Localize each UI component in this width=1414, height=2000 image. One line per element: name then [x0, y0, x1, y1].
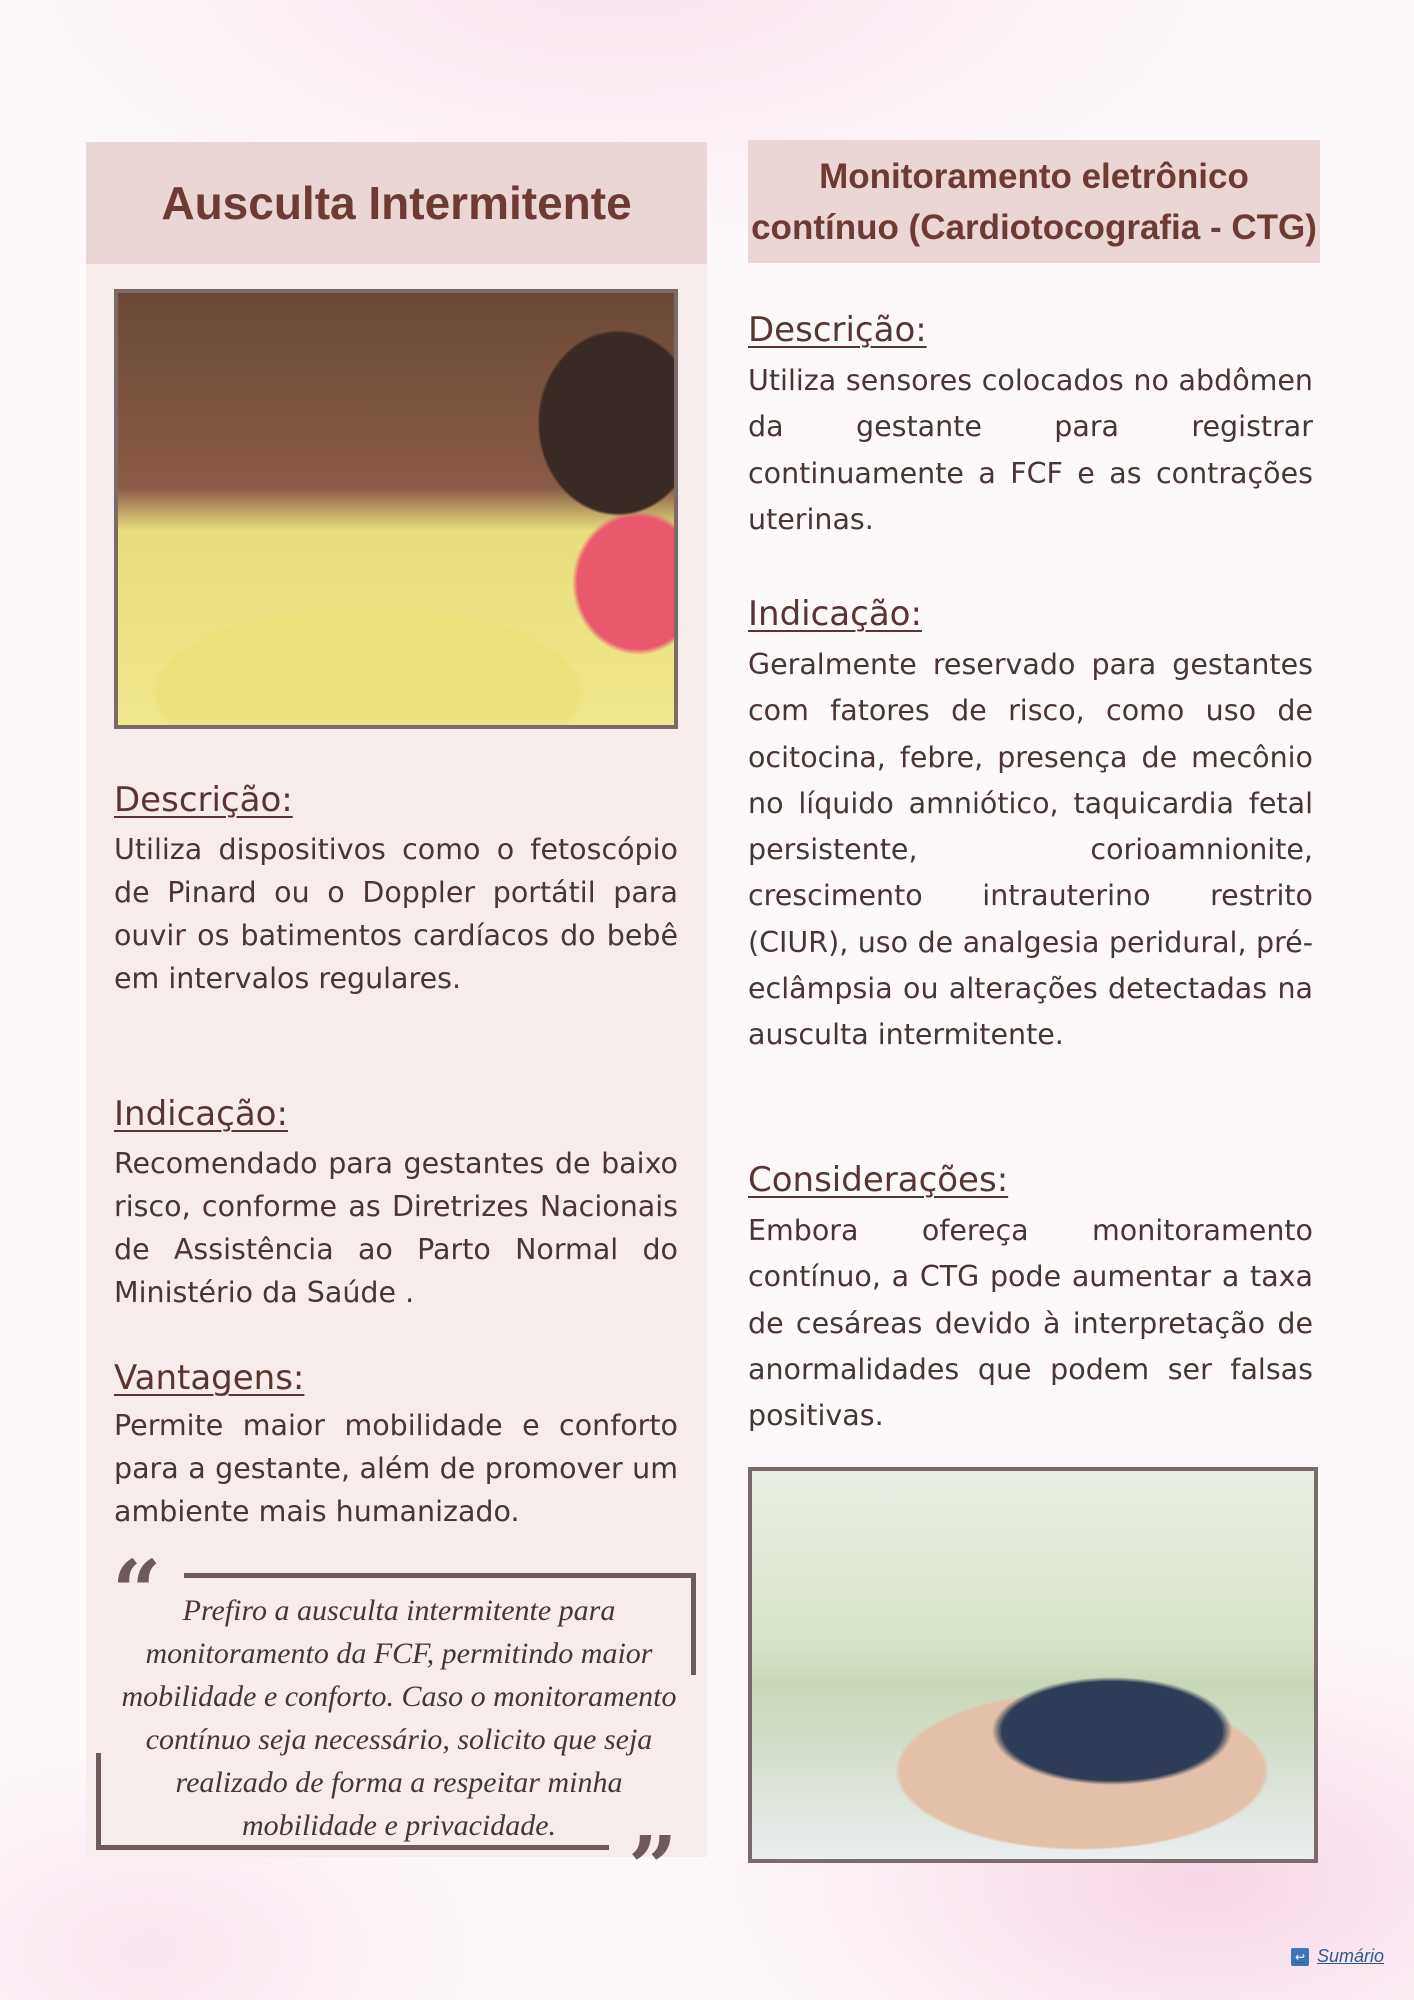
open-quote-icon: “ [112, 1542, 162, 1643]
right-descricao-body: Utiliza sensores colocados no abdômen da gestante para registrar continuamente a FCF e as contrações uterinas. [748, 364, 1313, 536]
left-descricao-heading: Descrição: [114, 780, 293, 820]
right-indicacao-heading: Indicação: [748, 594, 922, 634]
right-descricao-heading: Descrição: [748, 310, 927, 350]
left-header [86, 142, 707, 264]
sumario-link[interactable] [1291, 1946, 1384, 1967]
return-arrow-icon: ↩ [1291, 1948, 1309, 1966]
right-title-line1: Monitoramento eletrônico [819, 156, 1249, 196]
right-header [748, 140, 1320, 263]
right-indicacao-body: Geralmente reservado para gestantes com fatores de risco, como uso de ocitocina, febre, presença de mecônio no líquido amniótico, taquicardia fetal persistente, corioamnionite, crescimento intrauterino restrito (CIUR), uso de analgesia peridural, pré-eclâmpsia ou alterações detectadas na ausculta intermitente. [748, 648, 1313, 1052]
right-title-line2: contínuo (Cardiotocografia - CTG) [751, 207, 1317, 247]
left-title: Ausculta Intermitente [161, 177, 632, 229]
quote-line: mobilidade e privacidade. [241, 1809, 557, 1842]
photo-fetoscope-auscultation [114, 289, 678, 729]
quote-line: realizado de forma a respeitar minha [175, 1766, 623, 1799]
photo-ctg-monitoring [748, 1467, 1318, 1863]
left-vantagens-heading: Vantagens: [114, 1358, 305, 1398]
quote-line: Prefiro a ausculta intermitente para [182, 1594, 616, 1627]
sumario-link-label: Sumário [1316, 1946, 1384, 1966]
left-descricao-body: Utiliza dispositivos como o fetoscópio de Pinard ou o Doppler portátil para ouvir os batimentos cardíacos do bebê em intervalos regulares. [114, 833, 678, 995]
quote-top-rule [184, 1573, 696, 1578]
right-consideracoes-heading: Considerações: [748, 1160, 1009, 1200]
quote-line: contínuo seja necessário, solicito que seja [145, 1723, 653, 1756]
quote-line: monitoramento da FCF, permitindo maior [145, 1637, 653, 1670]
right-consideracoes-body: Embora ofereça monitoramento contínuo, a CTG pode aumentar a taxa de cesáreas devido à interpretação de anormalidades que podem ser falsas positivas. [748, 1214, 1313, 1433]
quote-box [96, 1542, 702, 1919]
close-quote-icon: ” [628, 1818, 678, 1919]
quote-text [96, 1589, 702, 1847]
quote-line: mobilidade e conforto. Caso o monitoramento [121, 1680, 677, 1713]
left-indicacao-heading: Indicação: [114, 1094, 288, 1134]
left-indicacao-body: Recomendado para gestantes de baixo risco, conforme as Diretrizes Nacionais de Assistência ao Parto Normal do Ministério da Saúde . [114, 1147, 678, 1309]
left-vantagens-body: Permite maior mobilidade e conforto para a gestante, além de promover um ambiente mais humanizado. [114, 1409, 678, 1528]
right-title [751, 151, 1317, 253]
